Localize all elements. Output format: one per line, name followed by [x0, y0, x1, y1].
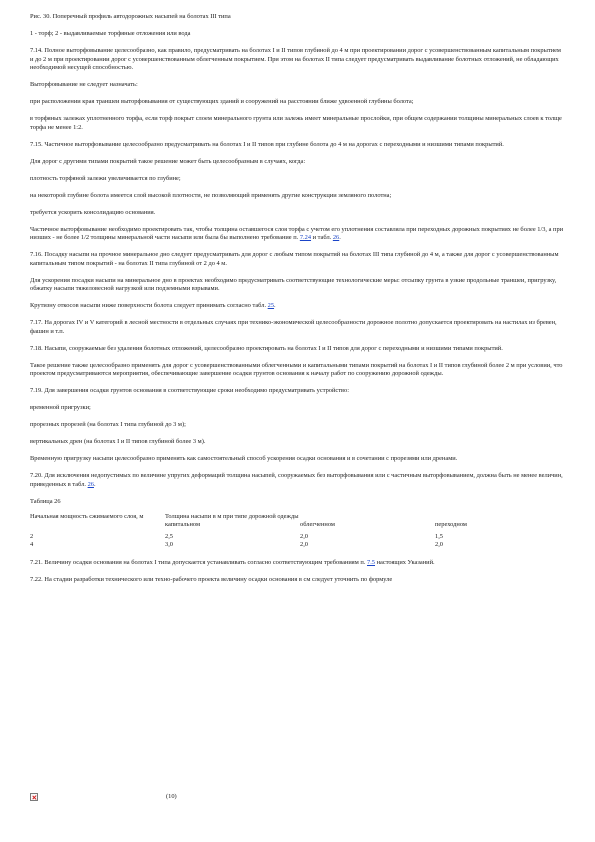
clause-7-17: 7.17. На дорогах IV и V категорий в лесной местности в отдельных случаях при технико-экономической целесообразности дорожное полотно допускается проектировать на настилах из бревен, фашин и т.п. [30, 319, 557, 335]
figure-legend: 1 - торф; 2 - выдавливаемые торфяные отложения или вода [30, 29, 191, 37]
link-table-26[interactable]: 26 [332, 234, 340, 242]
formula-number: (10) [166, 793, 177, 800]
paragraph-condition-1: при расположении края траншеи выторфовывания от существующих зданий и сооружений на расстоянии ближе удвоенной глубины болота; [30, 98, 414, 106]
link-table-26[interactable]: 26 [87, 480, 94, 488]
table-cell: 2,0 [300, 532, 308, 540]
link-table-25[interactable]: 25 [267, 302, 275, 310]
paragraph-temporary-preload: Временную пригрузку насыпи целесообразно применять как самостоятельный способ ускорения осадки основания и в сочетании с прорезями или дренами. [30, 455, 458, 463]
table-cell: 2,0 [300, 541, 308, 549]
table-subheader-cell: облегченном [300, 521, 335, 529]
paragraph-same-solution: Такое решение также целесообразно применять для дорог с усовершенствованными облегченными и капитальными типами покрытий на болотах I и II типов глубиной более 2 м при условии, что проектом предусматриваются мероприятия, обеспечивающие завершение осадки грунтов основания к началу работ по сооружению дорожной одежды. [30, 361, 563, 378]
paragraph-not-assign: Выторфовывание не следует назначать: [30, 81, 138, 89]
paragraph-case-2: на некоторой глубине болота имеется слой высокой плотности, не позволяющий применять другие конструкции земляного полотна; [30, 191, 392, 199]
paragraph-partial-peat-removal: Частичное выторфовывание необходимо проектировать так, чтобы толщина оставшегося слоя торфа с учетом его уплотнения составляла при переходных дорожных покрытиях не более 1/3, а при низших - не более 1/2 толщины минеральной части насыпи или была бы выполнено требование п. 7.24 и табл. 26. [30, 225, 564, 242]
table-cell: 2,0 [435, 541, 443, 549]
paragraph-case-3: требуется ускорить консолидацию основания. [30, 208, 156, 216]
formula-row [30, 793, 330, 807]
table-26 [30, 513, 555, 550]
figure-caption: Рис. 30. Поперечный профиль автодорожных насыпей на болотах III типа [30, 13, 231, 20]
table-cell: 2,5 [165, 532, 173, 540]
paragraph-item-cuts: прорезных прорезей (на болотах I типа глубиной до 3 м); [30, 421, 186, 429]
table-cell: 3,0 [165, 541, 173, 549]
clause-7-22: 7.22. На стадии разработки технического или техно-рабочего проекта величину осадки основания в см следует уточнить по формуле [30, 575, 393, 583]
clause-7-21: 7.21. Величину осадки основания на болотах I типа допускается устанавливать согласно соответствующим требованиям п. 7.5 настоящих Указаний. [30, 558, 435, 566]
paragraph-other-coverings: Для дорог с другими типами покрытий такое решение может быть целесообразным в случаях, когда: [30, 157, 306, 165]
link-clause-7-24[interactable]: 7.24 [299, 234, 312, 242]
table-row [30, 541, 555, 550]
broken-image-icon [30, 793, 38, 801]
clause-7-18: 7.18. Насыпи, сооружаемые без удаления болотных отложений, целесообразно проектировать на болотах I и II типов для дорог с переходными и низшими типами покрытий. [30, 344, 503, 352]
paragraph-slope-steepness: Крутизну откосов насыпи ниже поверхности болота следует принимать согласно табл. 25. [30, 302, 276, 310]
table-header-row [30, 513, 555, 522]
paragraph-condition-2: в торфяных залежах уплотненного торфа, если торф покрыт слоем минерального грунта или залежь имеет минеральные прослойки, при общем содержании толщины минеральных слоев к толще торфа не менее 1:2. [30, 115, 562, 131]
clause-7-16: 7.16. Посадку насыпи на прочное минеральное дно следует предусматривать для дорог с любым типом покрытий на болотах III типа глубиной до 4 м, а также для дорог с усовершенствованным капитальным типом покрытий - на болотах II типа глубиной от 2 до 4 м. [30, 251, 559, 267]
clause-7-19: 7.19. Для завершения осадки грунтов основания в соответствующие сроки необходимо предусматривать устройство: [30, 387, 349, 395]
table-cell: 1,5 [435, 532, 443, 540]
table-header-cell: Начальная мощность сжимаемого слоя, м [30, 512, 144, 520]
link-clause-7-5[interactable]: 7.5 [367, 558, 376, 566]
clause-7-14: 7.14. Полное выторфовывание целесообразно, как правило, предусматривать на болотах I и II типов глубиной до 4 м при проектировании дорог с усовершенствованным капитальным покрытием и до 2 м при проектировании дорог с усовершенствованным облегченным покрытием. При этом на болотах II типа следует предусматривать выдавливание болотных отложений, не обладающих необходимой несущей способностью. [30, 46, 561, 72]
table-cell: 4 [30, 541, 34, 549]
paragraph-accelerate-settlement: Для ускорения посадки насыпи на минеральное дно в проектах необходимо предусматривать соответствующие технологические меры: отсыпку грунта в узкие продольные траншеи, пригрузку, обжатку насыпи тяжеловесной нагрузкой или подземными взрывами. [30, 276, 557, 293]
table-cell: 2 [30, 532, 34, 540]
paragraph-case-1: плотность торфяной залежи увеличивается по глубине; [30, 174, 181, 182]
paragraph-item-drains: вертикальных дрен (на болотах I и II типов глубиной более 3 м). [30, 438, 206, 446]
table-subheader-cell: переходном [435, 521, 467, 529]
paragraph-item-preload: временной пригрузки; [30, 404, 91, 412]
table-row [30, 530, 555, 542]
table-header-group: Толщина насыпи в м при типе дорожной одежды [165, 512, 299, 520]
clause-7-20: 7.20. Для исключения недопустимых по величине упругих деформаций толщина насыпей, сооружаемых без выторфовывания или с частичным выторфовыванием, должна быть не менее величин, приведенных в табл. 26. [30, 472, 563, 488]
table-subheader-cell: капитальном [165, 521, 201, 529]
clause-7-15: 7.15. Частичное выторфовывание целесообразно предусматривать на болотах I и II типов при глубине болота до 4 м на дорогах с переходными и низшими типами покрытий. [30, 140, 504, 148]
table-title: Таблица 26 [30, 497, 61, 505]
